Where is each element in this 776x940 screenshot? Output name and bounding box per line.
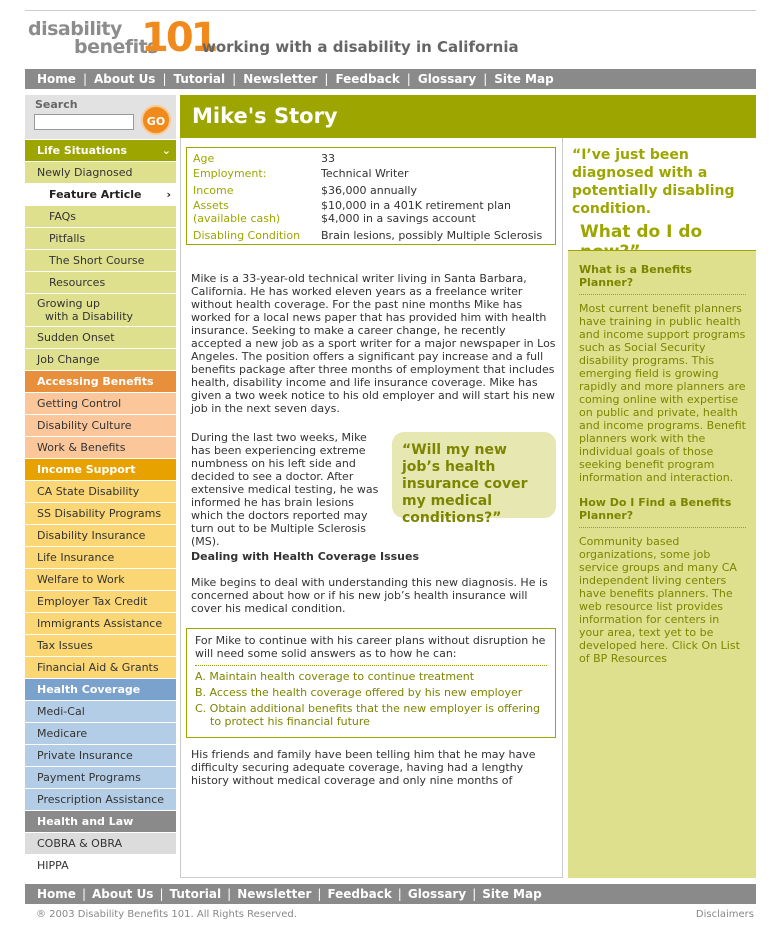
sidebar-item-employer-tax-credit[interactable]: Employer Tax Credit [25,591,176,613]
nav-feedback[interactable]: Feedback [327,887,392,901]
nav-glossary[interactable]: Glossary [417,72,477,86]
facts-box [186,147,556,245]
copyright: ® 2003 Disability Benefits 101. All Rights Reserved. [36,909,297,920]
fact-row [193,184,549,197]
sidebar-item-life-insurance[interactable]: Life Insurance [25,547,176,569]
site-logo[interactable] [28,16,228,64]
sidebar-item-private-insurance[interactable]: Private Insurance [25,745,176,767]
nav-tutorial[interactable]: Tutorial [169,887,222,901]
fact-key: Income [193,184,234,197]
find-planner-text: Community based organizations, some job service groups and many CA independent living centers have benefits planners. The web resource list provides information for centers in your area, text yet to be developed here. Click On List of BP Resources [579,535,740,665]
right-quote-question: What do I do [580,222,703,242]
nav-glossary[interactable]: Glossary [407,887,467,901]
sidebar [25,95,176,877]
chevron-right-icon: › [166,188,171,201]
sidebar-head-accessing-benefits[interactable]: Accessing Benefits [25,371,176,393]
story-paragraph-1: Mike is a 33-year-old technical writer living in Santa Barbara, California. He has worked eleven years as a freelance writer without health coverage. For the past nine months Mike has worked for a local news paper that has provided him with health insurance. Seeking to make a career change, he recently accepted a new job as a sport writer for a major newspaper in Los Angeles. The position offers a significant pay increase and a full benefits package after three months of employment that includes health, disability income and life insurance coverage. Mike has given a two week notice to his old employer and will start his new job in the next seven days. [191,272,556,415]
fact-row [193,152,549,165]
page-title: Mike's Story [180,95,756,138]
bottom-nav: Home | About Us | Tutorial | Newsletter | Feedback | Glossary | Site Map [25,884,756,904]
nav-home[interactable]: Home [37,887,76,901]
benefits-planner-heading: What is a Benefits Planner? [579,263,746,295]
logo-line2: benefits [74,36,159,58]
sidebar-item-newly-diagnosed[interactable]: Newly Diagnosed [25,162,176,184]
fact-value: Technical Writer [321,167,409,180]
nav-sitemap[interactable]: Site Map [494,72,554,86]
story-paragraph-3: Mike begins to deal with understanding this new diagnosis. He is concerned about how or if his new job’s health insurance will cover his medical condition. [191,576,548,615]
fact-row [193,229,549,242]
sidebar-head-life-situations[interactable] [25,140,176,162]
nav-about[interactable]: About Us [91,887,154,901]
answer-item: C. Obtain additional benefits that the new employer is offering to protect his financial future [195,702,541,728]
sidebar-item-pitfalls[interactable]: Pitfalls [25,228,176,250]
search-box [25,95,176,139]
sidebar-item-resources[interactable]: Resources [25,272,176,294]
find-planner-heading: How Do I Find a Benefits Planner? [579,496,746,528]
right-quote-text: “I’ve just been diagnosed with a potentially disabling condition. [572,147,735,217]
search-input[interactable] [34,114,134,130]
sidebar-item-short-course[interactable]: The Short Course [25,250,176,272]
pull-quote: “Will my new job’s health insurance cover my medical conditions?” [392,432,556,518]
fact-value: $10,000 in a 401K retirement plan [321,199,511,212]
story-paragraph-4: His friends and family have been telling him that he may have difficulty securing adequate coverage, having had a lengthy history without medical coverage and only nine months of [191,748,536,787]
nav-home[interactable]: Home [37,72,76,86]
fact-value: Brain lesions, possibly Multiple Sclerosis [321,229,543,242]
sidebar-item-work-benefits[interactable]: Work & Benefits [25,437,176,459]
site-tagline: working with a disability in California [202,38,519,56]
sidebar-item-disability-culture[interactable]: Disability Culture [25,415,176,437]
fact-key: Assets [193,199,229,212]
fact-key: (available cash) [193,212,281,225]
fact-key: Age [193,152,215,165]
sidebar-item-ca-state-disability[interactable]: CA State Disability [25,481,176,503]
sidebar-item-ss-disability[interactable]: SS Disability Programs [25,503,176,525]
go-button[interactable]: GO [141,105,171,135]
sidebar-item-immigrants-assistance[interactable]: Immigrants Assistance [25,613,176,635]
nav-feedback[interactable]: Feedback [335,72,400,86]
sidebar-head-health-coverage[interactable]: Health Coverage [25,679,176,701]
sidebar-item-getting-control[interactable]: Getting Control [25,393,176,415]
fact-key: Employment: [193,167,267,180]
logo-number: 101 [141,15,216,61]
sidebar-item-sudden-onset[interactable]: Sudden Onset [25,327,176,349]
disclaimers-link[interactable]: Disclaimers [695,909,754,920]
fact-row [193,199,549,212]
answer-item: B. Access the health coverage offered by his new employer [195,686,523,699]
chevron-down-icon: ⌄ [161,144,171,157]
nav-sitemap[interactable]: Site Map [482,887,542,901]
nav-tutorial[interactable]: Tutorial [173,72,226,86]
sidebar-head-health-law[interactable]: Health and Law [25,811,176,833]
top-nav: Home | About Us | Tutorial | Newsletter | Feedback | Glossary | Site Map [25,69,756,89]
nav-newsletter[interactable]: Newsletter [237,887,312,901]
sidebar-item-label: Feature Article [49,188,142,201]
sidebar-head-income-support[interactable]: Income Support [25,459,176,481]
story-paragraph-2: During the last two weeks, Mike has been experiencing extreme numbness on his left side and decided to see a doctor. After extensive medical testing, he was informed he has brain lesions which the doctors reported may turn out to be Multiple Sclerosis (MS). [191,431,379,548]
right-sidebar [568,251,756,878]
fact-key: Disabling Condition [193,229,301,242]
sidebar-item-payment-programs[interactable]: Payment Programs [25,767,176,789]
sidebar-item-label: Growing up [37,297,100,310]
sidebar-item-financial-aid[interactable]: Financial Aid & Grants [25,657,176,679]
sidebar-item-growing-up[interactable] [25,294,176,327]
sidebar-item-tax-issues[interactable]: Tax Issues [25,635,176,657]
sidebar-item-prescription-assistance[interactable]: Prescription Assistance [25,789,176,811]
sidebar-item-medi-cal[interactable]: Medi-Cal [25,701,176,723]
fact-row [193,167,549,180]
nav-newsletter[interactable]: Newsletter [243,72,318,86]
sidebar-item-hippa[interactable]: HIPPA [25,855,176,877]
sidebar-item-medicare[interactable]: Medicare [25,723,176,745]
sidebar-item-welfare-to-work[interactable]: Welfare to Work [25,569,176,591]
sidebar-item-cobra-obra[interactable]: COBRA & OBRA [25,833,176,855]
sidebar-head-label: Life Situations [37,144,128,157]
nav-about[interactable]: About Us [93,72,156,86]
sidebar-item-feature-article[interactable] [25,184,176,206]
sidebar-item-job-change[interactable]: Job Change [25,349,176,371]
top-divider [25,10,756,11]
fact-value: 33 [321,152,335,165]
search-label: Search [35,98,78,111]
logo-line1: disability [28,18,122,40]
answers-lead: For Mike to continue with his career plans without disruption he will need some solid answers as to how he can: [195,634,547,666]
fact-value: $36,000 annually [321,184,418,197]
sidebar-item-disability-insurance[interactable]: Disability Insurance [25,525,176,547]
fact-value: $4,000 in a savings account [321,212,476,225]
sidebar-item-label-2: with a Disability [45,310,134,323]
section-title: Dealing with Health Coverage Issues [191,550,420,563]
benefits-planner-text: Most current benefit planners have training in public health and income support programs such as Social Security disability programs. This emerging field is growing rapidly and more planners are coming online with expertise on public and private, health and income programs. Benefit planners work with the individual goals of those seeking benefit program information and interaction. [579,302,746,484]
fact-row [193,212,549,225]
answers-box [186,628,556,738]
right-quote [568,138,756,251]
sidebar-item-faqs[interactable]: FAQs [25,206,176,228]
answer-item: A. Maintain health coverage to continue treatment [195,670,475,683]
